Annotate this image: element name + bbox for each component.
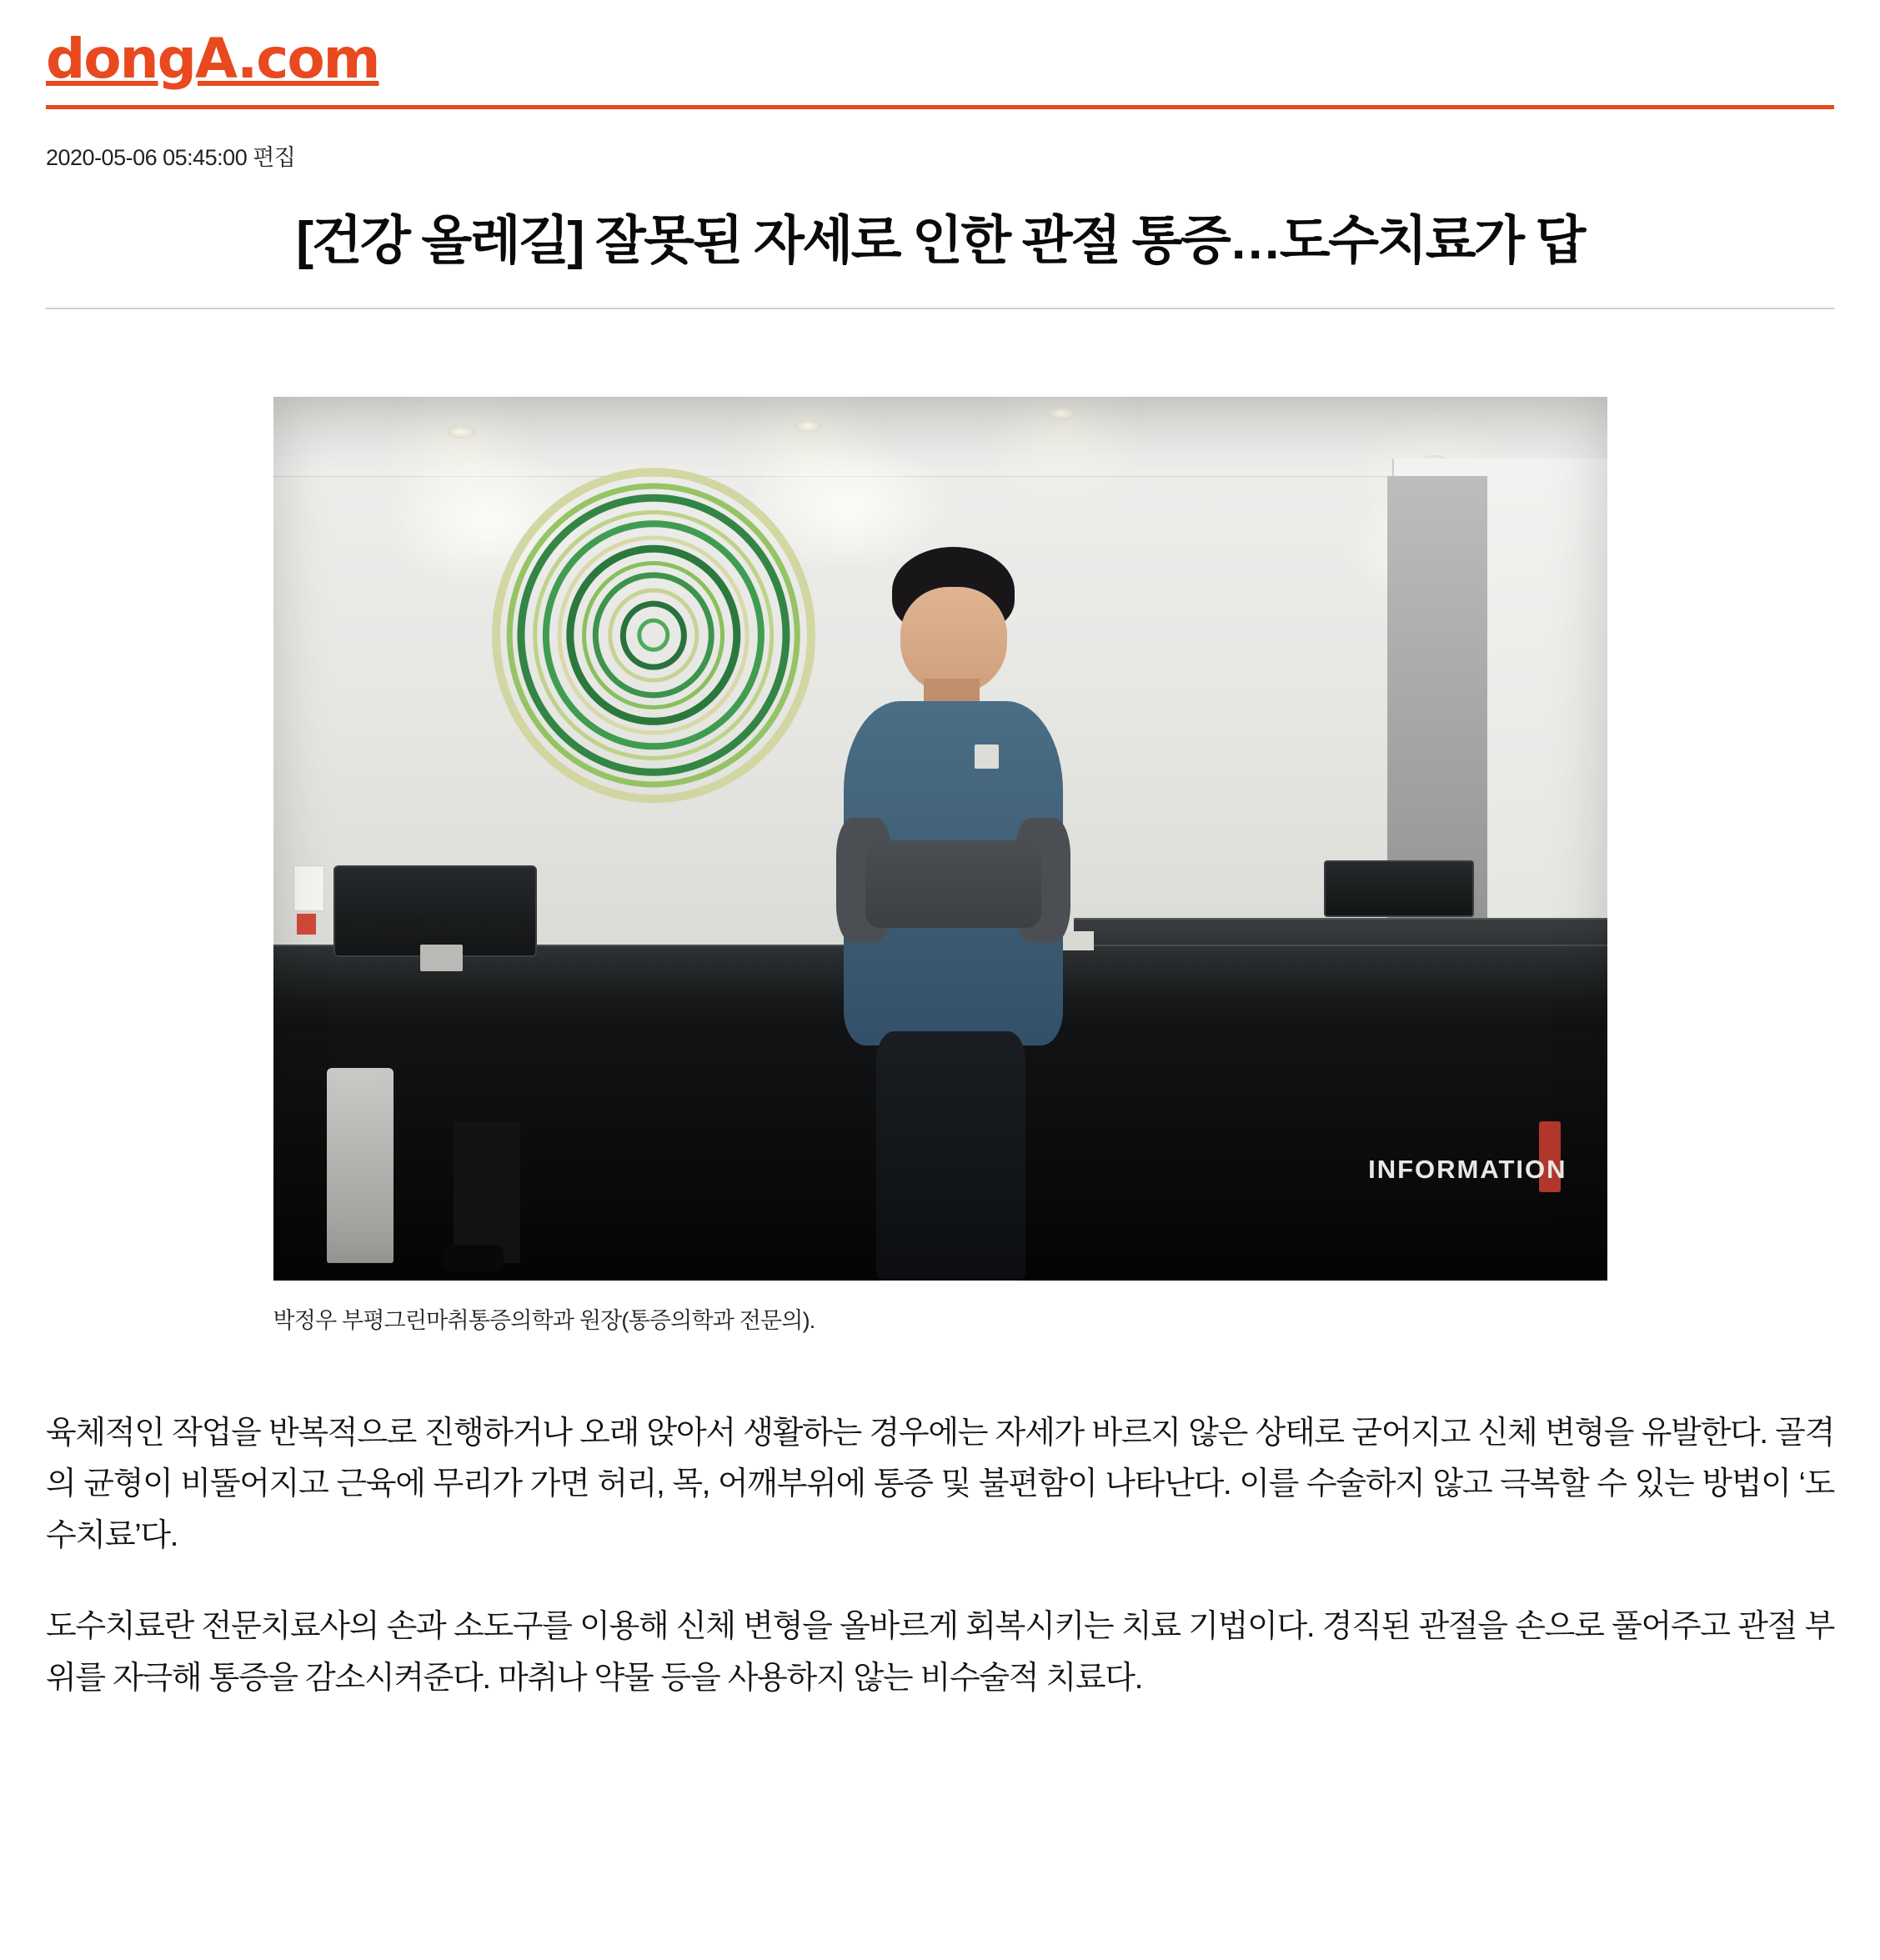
wall-red-marker (297, 914, 315, 935)
doctor-figure (820, 547, 1087, 1281)
name-badge (975, 744, 999, 768)
information-sign: INFORMATION (1368, 1155, 1567, 1185)
photo-caption: 박정우 부평그린마취통증의학과 원장(통증의학과 전문의). (273, 1307, 815, 1333)
page-title: [건강 올레길] 잘못된 자세로 인한 관절 통증…도수치료가 답 (296, 212, 1584, 270)
background-person-shoe (444, 1245, 504, 1271)
wall-panel (293, 865, 324, 911)
background-person-legs (454, 1121, 520, 1263)
monitor-icon (333, 865, 537, 957)
desk-object (420, 945, 463, 971)
monitor-icon (1324, 860, 1474, 917)
headline-container (46, 208, 1834, 309)
site-masthead (46, 0, 1834, 109)
ceiling-light-icon (794, 419, 822, 433)
article-photo (273, 397, 1607, 1281)
trash-bin (327, 1068, 394, 1262)
wall-artwork (500, 476, 807, 795)
article-paragraph: 육체적인 작업을 반복적으로 진행하거나 오래 앉아서 생활하는 경우에는 자세가 바르지 않은 상태로 굳어지고 신체 변형을 유발한다. 골격의 균형이 비뚤어지고 근육에 무리가 가면 허리, 목, 어깨부위에 통증 및 불편함이 나타난다. 이를 수술하지 않고 극복할 수 있는 방법이 ‘도수치료’다. (46, 1415, 1834, 1553)
ceiling-light-icon (447, 425, 475, 439)
article-body (46, 1408, 1834, 1705)
site-logo[interactable]: dongA.com (46, 27, 379, 91)
article-paragraph: 도수치료란 전문치료사의 손과 소도구를 이용해 신체 변형을 올바르게 회복시키는 치료 기법이다. 경직된 관절을 손으로 풀어주고 관절 부위를 자극해 통증을 감소시켜준다. 마취나 약물 등을 사용하지 않는 비수술적 치료다. (46, 1609, 1834, 1696)
article-figure (46, 397, 1834, 1335)
article-dateline: 2020-05-06 05:45:00 편집 (46, 145, 296, 170)
